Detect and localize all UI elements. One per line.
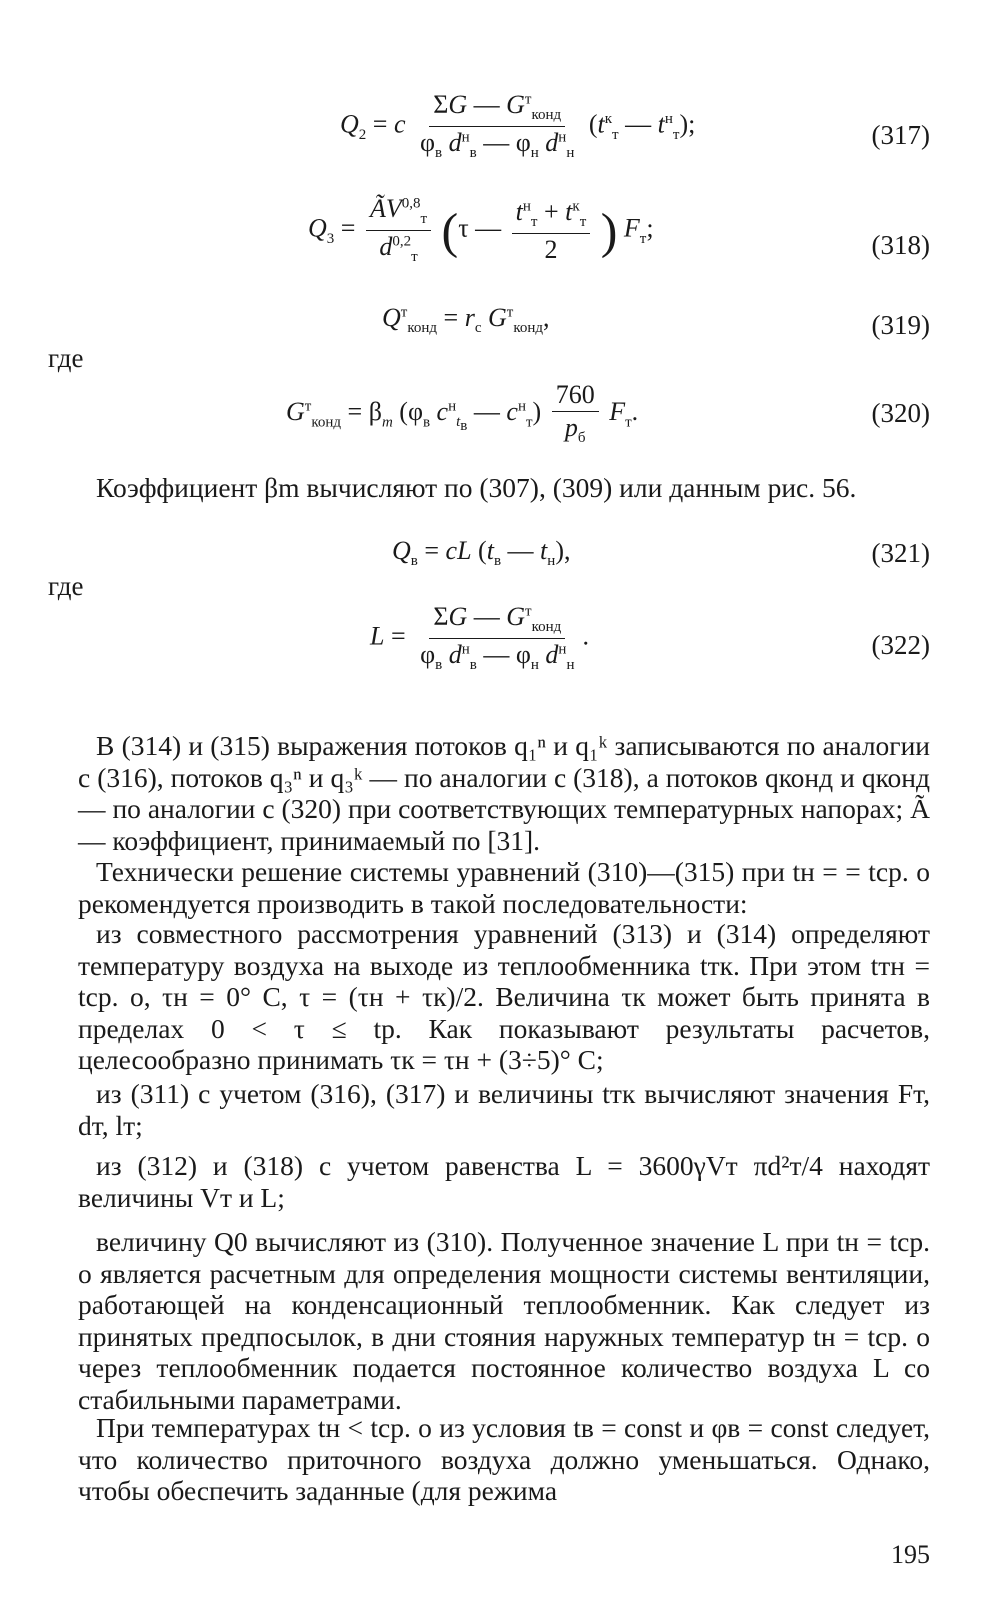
equation-321: $Q_в$ = cL ($t_в$ — $t_н$), — [392, 536, 571, 570]
equation-320: $G^т_{конд} = \beta_m$ ($\varphi_в$ $c^н_{t_в}$ — $c^н_т$) $\frac{760}{p_б}$ $F_т$. — [286, 380, 639, 447]
equation-number-321: (321) — [871, 538, 930, 568]
coefficient-sentence: Коэффициент βm вычисляют по (307), (309) или данным рис. 56. — [96, 472, 857, 503]
equation-number-319: (319) — [871, 310, 930, 340]
paragraph-solution: Технически решение системы уравнений (310)—(315) при tн = = tср. о рекомендуется производить в такой последовательности: — [78, 856, 930, 919]
where-label: где — [48, 343, 84, 373]
equation-318: $Q_3$ = $\frac{ÃV^{0,8}_т}{d^{0,2}_т}$ (τ — $\frac{t^н_т + t^к_т}{2}$ ) $F_т$; — [308, 194, 654, 266]
paragraph-lower-temperatures: При температурах tн < tср. о из условия tв = const и φв = const следует, что количество приточного воздуха должно уменьшаться. Однако, чтобы обеспечить заданные (для режима — [78, 1412, 930, 1506]
paragraph-step-4: величину Q0 вычисляют из (310). Полученное значение L при tн = tср. о является расчетным для определения мощности системы вентиляции, работающей на конденсационный теплообменник. Как следует из принятых предпосылок, в дни стояния наружных температур tн = tср. о через теплообменник подается постоянное количество воздуха L со стабильными параметрами. — [78, 1226, 930, 1415]
paragraph-fluxes: В (314) и (315) выражения потоков q₁ⁿ и q₁ᵏ записываются по аналогии с (316), потоков q₃ⁿ и q₃ᵏ — по аналогии с (318), а потоков qконд и qконд — по аналогии с (320) при соответствующих температурных напорах; Ã — коэффициент, принимаемый по [31]. — [78, 730, 930, 856]
equation-319: $Q^т_{конд} = r_с$ $G^т_{конд}$, — [382, 303, 550, 337]
where-label-2: где — [48, 571, 84, 601]
equation-322: L = $\frac{\Sigma G — G^т_{конд}}{\varphi_в d^н_в — \varphi_н d^н_н}$ . — [370, 602, 589, 674]
equation-number-318: (318) — [871, 230, 930, 260]
paragraph-step-1: из совместного рассмотрения уравнений (313) и (314) определяют температуру воздуха на выходе из теплообменника tтк. При этом tтн = tср. о, τн = 0° С, τ = (τн + τк)/2. Величина τк может быть принята в пределах 0 < τ ≤ tр. Как показывают результаты расчетов, целесообразно принимать τк = τн + (3÷5)° С; — [78, 918, 930, 1075]
equation-number-320: (320) — [871, 398, 930, 428]
equation-317: $Q_2 = c$ $\frac{\Sigma G — G^т_{конд}}{\varphi_в d^н_в — \varphi_н d^н_н}$ ($t^к_т$ — $t^н_т$); — [340, 90, 696, 162]
equation-number-322: (322) — [871, 630, 930, 660]
equation-number-317: (317) — [871, 120, 930, 150]
paragraph-step-3: из (312) и (318) с учетом равенства L = 3600γVт πd²т/4 находят величины Vт и L; — [78, 1150, 930, 1213]
paragraph-step-2: из (311) с учетом (316), (317) и величины tтк вычисляют значения Fт, dт, lт; — [78, 1078, 930, 1141]
page-number: 195 — [891, 1540, 930, 1569]
